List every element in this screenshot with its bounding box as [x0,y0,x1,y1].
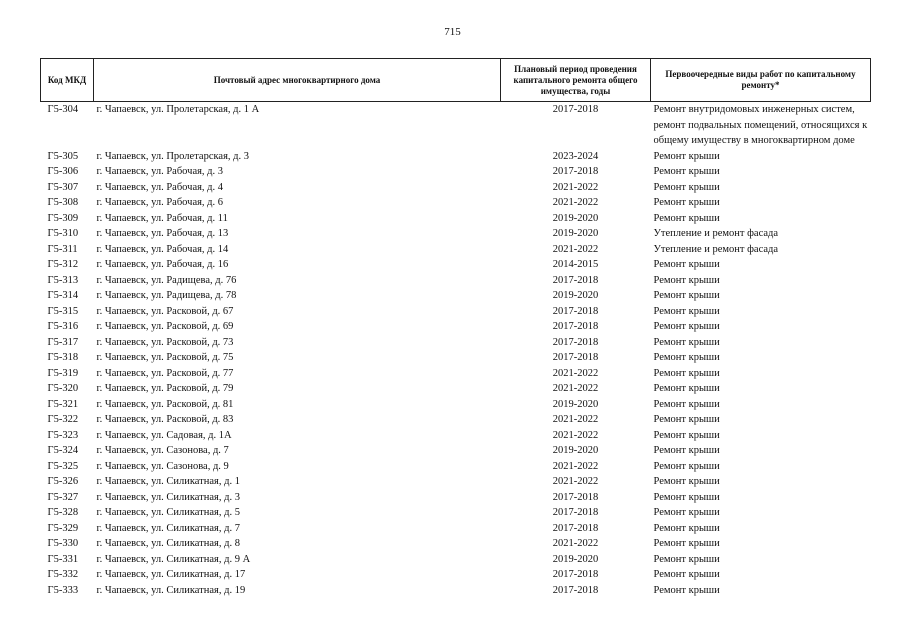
table-row [41,490,871,506]
cell-works: Ремонт крыши [653,383,720,394]
cell-address: г. Чапаевск, ул. Силикатная, д. 19 [96,584,246,596]
table-row [41,583,871,599]
cell-code: Г5-305 [47,150,79,162]
cell-code: Г5-309 [47,212,79,224]
table-row [41,474,871,490]
cell-works: Ремонт крыши [653,197,720,208]
cell-works: Ремонт крыши [653,166,720,177]
table-row [41,412,871,428]
cell-period: 2021-2022 [552,460,599,472]
cell-code: Г5-326 [47,476,79,487]
cell-address: г. Чапаевск, ул. Рабочая, д. 13 [96,228,229,239]
cell-code: Г5-322 [47,414,79,425]
cell-code: Г5-330 [47,538,79,549]
table-row [41,149,871,165]
cell-address: г. Чапаевск, ул. Сазонова, д. 9 [96,460,229,472]
cell-code: Г5-325 [47,460,79,472]
cell-address: г. Чапаевск, ул. Пролетарская, д. 1 А [96,104,260,115]
cell-address: г. Чапаевск, ул. Силикатная, д. 5 [96,507,240,518]
cell-code: Г5-332 [47,569,79,580]
cell-address: г. Чапаевск, ул. Пролетарская, д. 3 [96,150,250,162]
cell-code: Г5-308 [47,197,79,208]
cell-address: г. Чапаевск, ул. Силикатная, д. 3 [96,491,240,503]
cell-period: 2017-2018 [552,491,599,503]
table-row [41,350,871,366]
table-row [41,164,871,180]
cell-works: Ремонт крыши [653,569,720,580]
cell-code: Г5-333 [47,584,79,596]
cell-period: 2021-2022 [552,414,599,425]
cell-code: Г5-314 [47,290,79,301]
cell-works: Ремонт крыши [653,181,720,193]
cell-address: г. Чапаевск, ул. Рабочая, д. 4 [96,181,224,193]
cell-address: г. Чапаевск, ул. Радищева, д. 76 [96,274,237,286]
cell-period: 2019-2020 [552,228,599,239]
cell-period: 2021-2022 [552,243,599,255]
cell-address: г. Чапаевск, ул. Расковой, д. 67 [96,305,234,317]
cell-address: г. Чапаевск, ул. Расковой, д. 81 [96,398,234,410]
cell-code: Г5-304 [47,104,79,115]
cell-works: Ремонт крыши [653,445,720,456]
header-code: Код МКД [41,59,94,102]
cell-address: г. Чапаевск, ул. Силикатная, д. 8 [96,538,240,549]
cell-period: 2021-2022 [552,367,599,379]
cell-code: Г5-329 [47,522,79,534]
cell-works: Ремонт крыши [653,150,720,162]
cell-address: г. Чапаевск, ул. Радищева, д. 78 [96,290,237,301]
table-row [41,459,871,475]
cell-works: Ремонт крыши [653,538,720,549]
cell-period: 2021-2022 [552,181,599,193]
cell-works: Ремонт крыши [653,398,720,410]
table-row [41,521,871,537]
cell-period: 2014-2015 [552,259,599,270]
cell-period: 2019-2020 [552,398,599,410]
header-works: Первоочередные виды работ по капитальному ремонту* [651,59,871,102]
table-row [41,381,871,397]
cell-period: 2017-2018 [552,336,599,348]
cell-period: 2017-2018 [552,522,599,534]
cell-works: Ремонт крыши [653,352,720,363]
table-row [41,536,871,552]
table-row [41,366,871,382]
cell-works: Ремонт крыши [653,290,720,301]
table-row [41,211,871,227]
cell-works: Ремонт крыши [653,491,720,503]
cell-works: Ремонт крыши [653,321,720,332]
cell-code: Г5-306 [47,166,79,177]
table-row [41,102,871,149]
cell-works: Ремонт крыши [653,429,720,441]
cell-works: Ремонт крыши [653,336,720,348]
cell-address: г. Чапаевск, ул. Расковой, д. 75 [96,352,234,363]
cell-address: г. Чапаевск, ул. Силикатная, д. 9 А [96,553,251,565]
cell-period: 2019-2020 [552,290,599,301]
cell-period: 2021-2022 [552,197,599,208]
cell-period: 2017-2018 [552,584,599,596]
table-row [41,273,871,289]
table-row [41,443,871,459]
header-address: Почтовый адрес многоквартирного дома [94,59,501,102]
cell-address: г. Чапаевск, ул. Расковой, д. 83 [96,414,234,425]
cell-code: Г5-315 [47,305,79,317]
cell-period: 2017-2018 [552,274,599,286]
cell-address: г. Чапаевск, ул. Силикатная, д. 1 [96,476,240,487]
header-period: Плановый период проведения капитального ремонта общего имущества, годы [501,59,651,102]
cell-code: Г5-327 [47,491,79,503]
cell-period: 2017-2018 [552,321,599,332]
table-row [41,257,871,273]
cell-code: Г5-318 [47,352,79,363]
table-row [41,505,871,521]
table-row [41,567,871,583]
cell-code: Г5-321 [47,398,79,410]
cell-address: г. Чапаевск, ул. Рабочая, д. 11 [96,212,228,224]
cell-works: Ремонт крыши [653,522,720,534]
cell-address: г. Чапаевск, ул. Расковой, д. 79 [96,383,234,394]
cell-code: Г5-307 [47,181,79,193]
cell-works: Ремонт крыши [653,305,720,317]
cell-period: 2017-2018 [552,569,599,580]
cell-code: Г5-323 [47,429,79,441]
table-row [41,226,871,242]
cell-works: Ремонт крыши [653,584,720,596]
table-row [41,304,871,320]
table-row [41,319,871,335]
cell-works: Ремонт крыши [653,212,720,224]
cell-code: Г5-310 [47,228,79,239]
cell-address: г. Чапаевск, ул. Силикатная, д. 7 [96,522,240,534]
cell-works: Ремонт крыши [653,259,720,270]
table-row [41,552,871,568]
cell-works: Ремонт крыши [653,367,720,379]
capital-repair-table [40,58,871,598]
cell-works: Ремонт внутридомовых инженерных систем, ремонт подвальных помещений, относящихся к общему имуществу в многоквартирном доме [653,104,868,146]
cell-address: г. Чапаевск, ул. Рабочая, д. 6 [96,197,224,208]
cell-works: Ремонт крыши [653,414,720,425]
cell-period: 2017-2018 [552,166,599,177]
cell-code: Г5-320 [47,383,79,394]
cell-code: Г5-331 [47,553,79,565]
cell-period: 2021-2022 [552,538,599,549]
cell-period: 2017-2018 [552,507,599,518]
table-row [41,242,871,258]
table-row [41,288,871,304]
cell-works: Ремонт крыши [653,460,720,472]
cell-works: Ремонт крыши [653,274,720,286]
cell-address: г. Чапаевск, ул. Садовая, д. 1А [96,429,232,441]
table-row [41,335,871,351]
cell-works: Утепление и ремонт фасада [653,243,779,255]
cell-address: г. Чапаевск, ул. Расковой, д. 73 [96,336,234,348]
cell-period: 2017-2018 [552,305,599,317]
cell-address: г. Чапаевск, ул. Силикатная, д. 17 [96,569,246,580]
cell-code: Г5-324 [47,445,79,456]
cell-period: 2017-2018 [552,352,599,363]
cell-code: Г5-319 [47,367,79,379]
cell-period: 2019-2020 [552,445,599,456]
cell-address: г. Чапаевск, ул. Рабочая, д. 16 [96,259,229,270]
cell-period: 2019-2020 [552,553,599,565]
cell-works: Утепление и ремонт фасада [653,228,779,239]
table-row [41,180,871,196]
cell-code: Г5-317 [47,336,79,348]
cell-address: г. Чапаевск, ул. Расковой, д. 77 [96,367,234,379]
page-number: 715 [444,26,461,38]
cell-works: Ремонт крыши [653,553,720,565]
cell-code: Г5-313 [47,274,79,286]
table-row [41,195,871,211]
cell-works: Ремонт крыши [653,476,720,487]
cell-period: 2021-2022 [552,383,599,394]
cell-code: Г5-312 [47,259,79,270]
cell-period: 2021-2022 [552,429,599,441]
table-header-row [41,59,871,102]
cell-works: Ремонт крыши [653,507,720,518]
table-row [41,428,871,444]
cell-code: Г5-316 [47,321,79,332]
cell-period: 2023-2024 [552,150,599,162]
table-row [41,397,871,413]
cell-address: г. Чапаевск, ул. Расковой, д. 69 [96,321,234,332]
cell-period: 2021-2022 [552,476,599,487]
cell-code: Г5-311 [47,243,78,255]
cell-address: г. Чапаевск, ул. Рабочая, д. 14 [96,243,229,255]
cell-address: г. Чапаевск, ул. Сазонова, д. 7 [96,445,229,456]
cell-address: г. Чапаевск, ул. Рабочая, д. 3 [96,166,224,177]
cell-period: 2019-2020 [552,212,599,224]
cell-period: 2017-2018 [552,104,599,115]
table-body [41,102,871,599]
cell-code: Г5-328 [47,507,79,518]
